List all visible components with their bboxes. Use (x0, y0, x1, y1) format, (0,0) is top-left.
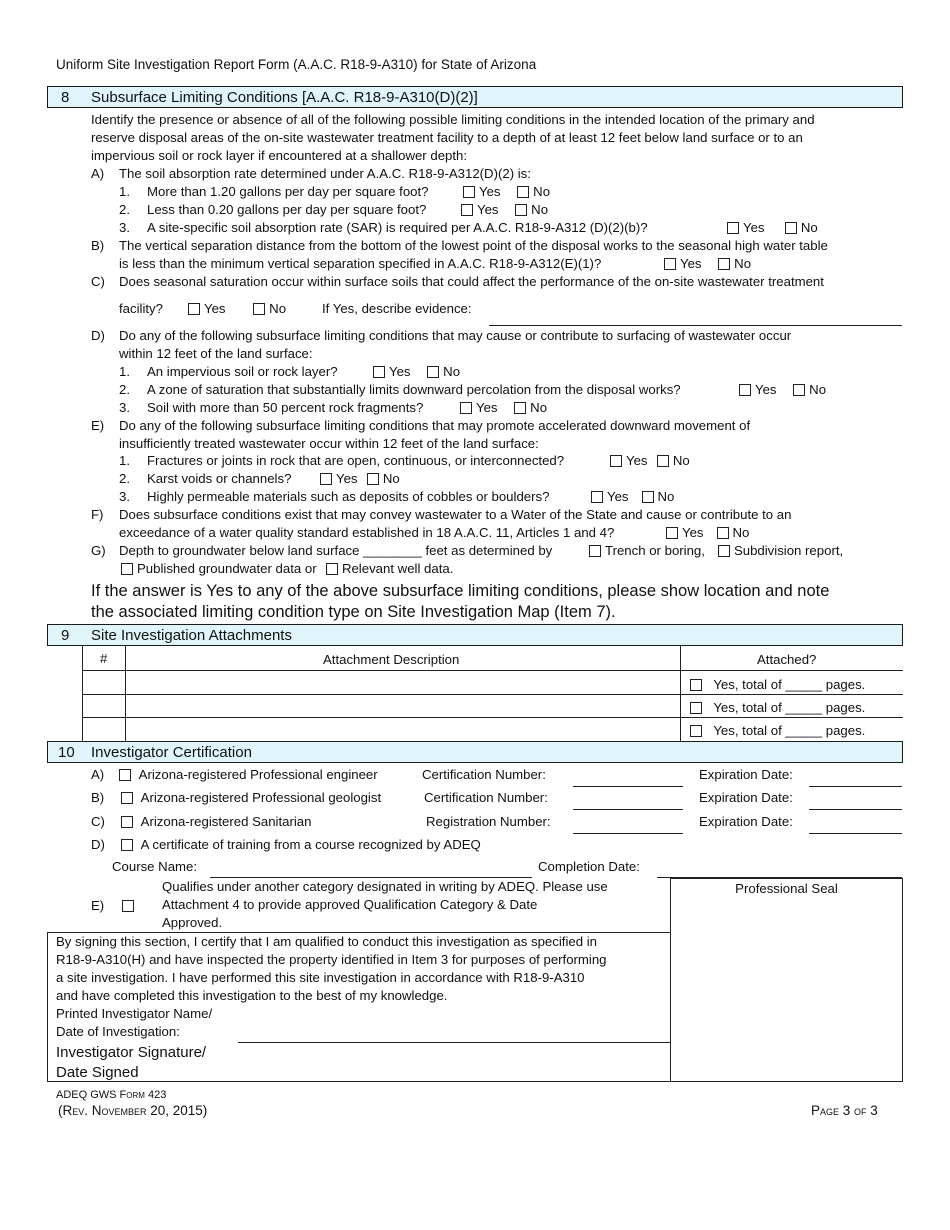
yes-label: Yes (336, 471, 358, 486)
item-label: A) (91, 166, 105, 181)
item-label: D) (91, 837, 105, 852)
item-label: F) (91, 507, 104, 522)
item-label: E) (91, 418, 105, 433)
item-label: D) (91, 328, 105, 343)
sub-number: 2. (119, 471, 130, 486)
yes-no-group (318, 470, 400, 487)
option-label: Published groundwater data or (137, 561, 317, 576)
no-label: No (382, 471, 400, 486)
engineer-checkbox[interactable] (119, 769, 131, 781)
option-label: Arizona-registered Professional geologist (140, 790, 382, 805)
question-text: The vertical separation distance from the bottom of the lowest point of the disposal works to the seasonal high water table (119, 238, 828, 253)
question-text: Karst voids or channels? (147, 471, 292, 486)
yes-checkbox[interactable] (727, 222, 739, 234)
yes-label: Yes (680, 256, 702, 271)
attached-checkbox[interactable] (690, 725, 702, 737)
no-label: No (672, 453, 690, 468)
question-text: Do any of the following subsurface limiting conditions that may promote accelerated downward movement of (119, 418, 751, 433)
question-text: insufficiently treated wastewater occur within 12 feet of the land surface: (119, 436, 539, 451)
yes-label: Yes (476, 400, 498, 415)
section-10-header (47, 741, 903, 763)
yes-label: Yes (626, 453, 648, 468)
yes-checkbox[interactable] (463, 186, 475, 198)
statement-line: and have completed this investigation to the best of my knowledge. (56, 988, 448, 1003)
option-label: Arizona-registered Sanitarian (140, 814, 312, 829)
no-checkbox[interactable] (642, 491, 654, 503)
no-label: No (800, 220, 818, 235)
field-label: Course Name: (112, 859, 198, 874)
section-number: 9 (61, 627, 70, 644)
section-number: 10 (58, 744, 75, 761)
field-label: Expiration Date: (699, 767, 793, 782)
yes-no-group (461, 183, 550, 200)
no-label: No (443, 364, 461, 379)
no-label: No (530, 400, 548, 415)
no-label: No (533, 184, 551, 199)
describe-label: If Yes, describe evidence: (322, 301, 472, 316)
yes-no-group (608, 452, 690, 469)
statement-line: a site investigation. I have performed this site investigation in accordance with R18-9-A310 (56, 970, 585, 985)
yes-checkbox[interactable] (461, 204, 473, 216)
section-8-header (47, 86, 903, 108)
yes-no-group (186, 300, 286, 317)
no-checkbox[interactable] (427, 366, 439, 378)
no-label: No (657, 489, 675, 504)
describe-evidence-line[interactable] (489, 325, 902, 326)
question-text: More than 1.20 gallons per day per square foot? (147, 184, 429, 199)
question-text: Does seasonal saturation occur within surface soils that could affect the performance of the on-site wastewater treatment (119, 274, 824, 289)
sanitarian-checkbox[interactable] (121, 816, 133, 828)
method-option (587, 542, 843, 559)
no-checkbox[interactable] (717, 527, 729, 539)
sub-number: 3. (119, 220, 130, 235)
section-title: Site Investigation Attachments (91, 627, 292, 644)
no-checkbox[interactable] (253, 303, 265, 315)
col-header-attached: Attached? (757, 652, 817, 667)
no-checkbox[interactable] (657, 455, 669, 467)
expiration-date-field[interactable] (809, 833, 902, 834)
engineer-option (117, 766, 378, 783)
section-number: 8 (61, 89, 70, 106)
other-category-checkbox[interactable] (122, 900, 134, 912)
intro-line: Identify the presence or absence of all of the following possible limiting conditions in the intended location of the primary and (91, 112, 815, 127)
item-label: A) (91, 767, 105, 782)
no-checkbox[interactable] (514, 402, 526, 414)
col-header-description: Attachment Description (323, 652, 460, 667)
attached-label: Yes, total of _____ pages. (713, 677, 866, 692)
yes-checkbox[interactable] (739, 384, 751, 396)
sanitarian-option (119, 813, 311, 830)
certification-number-field[interactable] (573, 786, 683, 787)
sub-number: 1. (119, 364, 130, 379)
question-text: Does subsurface conditions exist that may convey wastewater to a Water of the State and cause or contribute to an (119, 507, 792, 522)
item-label: G) (91, 543, 106, 558)
yes-checkbox[interactable] (373, 366, 385, 378)
yes-no-group (459, 201, 548, 218)
field-label: Certification Number: (424, 790, 548, 805)
sub-number: 1. (119, 453, 130, 468)
option-line: Attachment 4 to provide approved Qualification Category & Date (162, 897, 538, 912)
no-checkbox[interactable] (517, 186, 529, 198)
question-text: within 12 feet of the land surface: (119, 346, 313, 361)
attached-checkbox[interactable] (690, 679, 702, 691)
intro-line: reserve disposal areas of the on-site wastewater treatment facility to a depth of at least 12 feet below land surface or to an (91, 130, 803, 145)
page-number: Page 3 of 3 (811, 1103, 878, 1118)
question-text: An impervious soil or rock layer? (147, 364, 338, 379)
no-checkbox[interactable] (718, 258, 730, 270)
item-label: E) (91, 898, 105, 913)
no-checkbox[interactable] (367, 473, 379, 485)
investigation-date-label: Date of Investigation: (56, 1024, 180, 1039)
yes-label: Yes (743, 220, 765, 235)
no-checkbox[interactable] (785, 222, 797, 234)
question-text: is less than the minimum vertical separation specified in A.A.C. R18-9-A312(E)(1)? (119, 256, 602, 271)
certification-box (47, 932, 671, 1082)
revision-date: (Rev. November 20, 2015) (58, 1103, 208, 1118)
note-line: If the answer is Yes to any of the above subsurface limiting conditions, please show location and note (91, 582, 830, 600)
item-label: B) (91, 238, 105, 253)
yes-checkbox[interactable] (188, 303, 200, 315)
option-label: A certificate of training from a course recognized by ADEQ (140, 837, 481, 852)
section-title: Subsurface Limiting Conditions [A.A.C. R18-9-A310(D)(2)] (91, 89, 478, 106)
item-label: B) (91, 790, 105, 805)
published-data-checkbox[interactable] (121, 563, 133, 575)
training-option (119, 836, 481, 853)
intro-line: impervious soil or rock layer if encountered at a shallower depth: (91, 148, 468, 163)
item-label: C) (91, 274, 105, 289)
certification-number-field[interactable] (573, 809, 683, 810)
professional-seal-box (670, 878, 903, 1082)
field-label: Expiration Date: (699, 790, 793, 805)
attached-checkbox[interactable] (690, 702, 702, 714)
option-label: Subdivision report, (733, 543, 844, 558)
option-line: Qualifies under another category designated in writing by ADEQ. Please use (162, 879, 608, 894)
subdivision-checkbox[interactable] (718, 545, 730, 557)
expiration-date-field[interactable] (809, 786, 902, 787)
attached-label: Yes, total of _____ pages. (713, 723, 866, 738)
yes-label: Yes (204, 301, 226, 316)
sub-number: 3. (119, 400, 130, 415)
other-category-checkbox-wrap (120, 897, 138, 914)
form-id: ADEQ GWS Form 423 (56, 1089, 167, 1101)
field-label: Completion Date: (538, 859, 640, 874)
printed-name-label: Printed Investigator Name/ (56, 1006, 213, 1021)
yes-no-group (589, 488, 674, 505)
form-title: Uniform Site Investigation Report Form (A.A.C. R18-9-A310) for State of Arizona (56, 57, 537, 72)
question-text: exceedance of a water quality standard established in 18 A.A.C. 11, Articles 1 and 4? (119, 525, 615, 540)
yes-no-group (664, 524, 749, 541)
yes-label: Yes (607, 489, 629, 504)
note-text (91, 581, 829, 623)
attached-option (688, 699, 865, 716)
question-text: Do any of the following subsurface limiting conditions that may cause or contribute to surfacing of wastewater occur (119, 328, 792, 343)
question-text: The soil absorption rate determined under A.A.C. R18-9-A312(D)(2) is: (119, 166, 531, 181)
yes-checkbox[interactable] (460, 402, 472, 414)
yes-label: Yes (755, 382, 777, 397)
other-category-text (162, 878, 608, 932)
question-text: facility? (119, 301, 163, 316)
yes-checkbox[interactable] (664, 258, 676, 270)
sub-number: 2. (119, 202, 130, 217)
geologist-option (119, 789, 381, 806)
yes-label: Yes (479, 184, 501, 199)
geologist-checkbox[interactable] (121, 792, 133, 804)
question-text: Highly permeable materials such as deposits of cobbles or boulders? (147, 489, 550, 504)
no-label: No (734, 256, 752, 271)
registration-number-field[interactable] (573, 833, 683, 834)
no-label: No (269, 301, 287, 316)
certification-statement (56, 933, 607, 1041)
yes-no-group (458, 399, 547, 416)
question-text: A site-specific soil absorption rate (SAR) is required per A.A.C. R18-9-A312 (D)(2)(b)? (147, 220, 648, 235)
col-header-number: # (100, 651, 108, 666)
section-title: Investigator Certification (91, 744, 252, 761)
section-9-header (47, 624, 903, 646)
question-text: Fractures or joints in rock that are open, continuous, or interconnected? (147, 453, 565, 468)
statement-line: R18-9-A310(H) and have inspected the property identified in Item 3 for purposes of performing (56, 952, 607, 967)
option-label: Arizona-registered Professional engineer (138, 767, 378, 782)
seal-label: Professional Seal (735, 881, 838, 896)
training-checkbox[interactable] (121, 839, 133, 851)
question-text: A zone of saturation that substantially limits downward percolation from the disposal works? (147, 382, 681, 397)
question-text: Soil with more than 50 percent rock fragments? (147, 400, 424, 415)
field-label: Expiration Date: (699, 814, 793, 829)
statement-line: By signing this section, I certify that I am qualified to conduct this investigation as specified in (56, 934, 597, 949)
field-label: Registration Number: (426, 814, 551, 829)
trench-checkbox[interactable] (589, 545, 601, 557)
field-label: Certification Number: (422, 767, 546, 782)
expiration-date-field[interactable] (809, 809, 902, 810)
option-label: Trench or boring, (605, 543, 705, 558)
sub-number: 3. (119, 489, 130, 504)
section-8-intro (91, 111, 815, 165)
yes-checkbox[interactable] (591, 491, 603, 503)
attached-label: Yes, total of _____ pages. (713, 700, 866, 715)
no-label: No (732, 525, 750, 540)
yes-checkbox[interactable] (666, 527, 678, 539)
method-option (119, 560, 453, 577)
attached-option (688, 676, 865, 693)
option-line: Approved. (162, 915, 223, 930)
sub-number: 1. (119, 184, 130, 199)
printed-name-date-field[interactable] (238, 1042, 671, 1043)
yes-no-group (737, 381, 826, 398)
well-data-checkbox[interactable] (326, 563, 338, 575)
signature-label-line: Date Signed (56, 1064, 139, 1081)
option-label: Relevant well data. (341, 561, 454, 576)
yes-label: Yes (389, 364, 411, 379)
yes-checkbox[interactable] (320, 473, 332, 485)
yes-no-group (662, 255, 751, 272)
note-line: the associated limiting condition type on Site Investigation Map (Item 7). (91, 603, 616, 621)
no-label: No (809, 382, 827, 397)
yes-checkbox[interactable] (610, 455, 622, 467)
item-label: C) (91, 814, 105, 829)
question-text: Depth to groundwater below land surface ________ feet as determined by (119, 543, 553, 558)
yes-no-group (725, 219, 818, 236)
no-label: No (531, 202, 549, 217)
question-text: Less than 0.20 gallons per day per square foot? (147, 202, 427, 217)
signature-label (56, 1043, 206, 1083)
no-checkbox[interactable] (793, 384, 805, 396)
no-checkbox[interactable] (515, 204, 527, 216)
yes-no-group (371, 363, 460, 380)
attached-option (688, 722, 865, 739)
signature-label-line: Investigator Signature/ (56, 1044, 207, 1061)
yes-label: Yes (477, 202, 499, 217)
sub-number: 2. (119, 382, 130, 397)
yes-label: Yes (682, 525, 704, 540)
